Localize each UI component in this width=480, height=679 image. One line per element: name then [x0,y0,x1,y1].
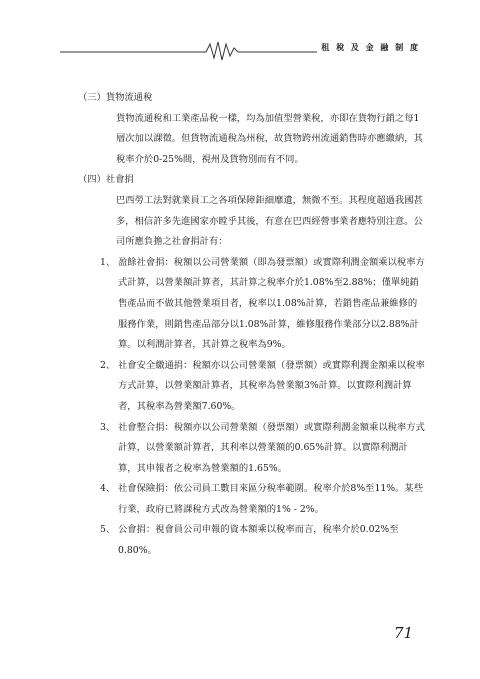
page-number: 71 [394,624,414,642]
section-title: （四）社會捐 [78,174,134,186]
section-goods-circulation-tax [78,88,426,170]
list-item-number: 3、 [100,421,116,433]
list-item [100,479,426,520]
list-item [100,356,426,418]
list-item-number: 5、 [100,524,116,536]
list-item [100,253,426,356]
list-item-text: 公會捐：視會員公司申報的資本額乘以稅率而言，稅率介於0.02%至0.80%。 [118,524,399,557]
list-item-text: 社會安全繳通捐：稅額亦以公司營業額（發票額）或實際利潤金額乘以稅率方式計算，以營業額計算者，其稅率為營業額3%計算。以實際利潤計算者，其稅率為營業額7.60%。 [118,359,425,412]
page-header [60,38,420,62]
list-item-text: 盈餘社會捐：稅額以公司營業額（即為發票額）或實際利潤金額乘以稅率方式計算，以營業額計算者，其計算之稅率介於1.08%至2.88%；僅單純銷售產品而不做其他營業項目者，稅率以1.08%計算，若銷售產品兼維修的服務作業，則銷售產品部分以1.08%計算，維修服務作業部分以2.88%計算。以利潤計算者，其計算之稅率為9%。 [118,256,425,351]
section-title: （三）貨物流通稅 [78,92,153,103]
list-item-text: 社會整合捐：稅額亦以公司營業額（發票額）或實際利潤金額乘以稅率方式計算，以營業額計算者，其利率以營業額的0.65%計算。以實際利潤計算，其申報者之稅率為營業額的1.65%。 [118,421,425,474]
list-item-number: 2、 [100,359,116,371]
list-item [100,520,426,561]
list-item-number: 1、 [100,256,116,268]
header-title: 租 稅 及 金 融 制 度 [317,42,420,53]
list-item [100,418,426,480]
section-social-contributions [78,170,426,561]
document-body [78,88,426,562]
section-paragraph: 貨物流通稅和工業產品稅一樣，均為加值型營業稅，亦即在貨物行銷之每1層次加以課徵。但貨物流通稅為州稅，故貨物跨州流通銷售時亦應繳納，其稅率介於0-25%間，視州及貨物別而有不同。 [116,112,423,165]
list-item-text: 社會保險捐：依公司員工數目來區分稅率範圍。稅率介於8%至11%。某些行業，政府已將課稅方式改為營業額的1% - 2%。 [118,483,424,515]
list-item-number: 4、 [100,483,116,495]
section-paragraph: 巴西勞工法對就業員工之各項保障鉅細靡遺，無微不至。其程度超過我國甚多，相信許多先進國家亦瞠乎其後，有意在巴西經營事業者應特別注意。公司所應負擔之社會捐計有： [116,194,423,248]
